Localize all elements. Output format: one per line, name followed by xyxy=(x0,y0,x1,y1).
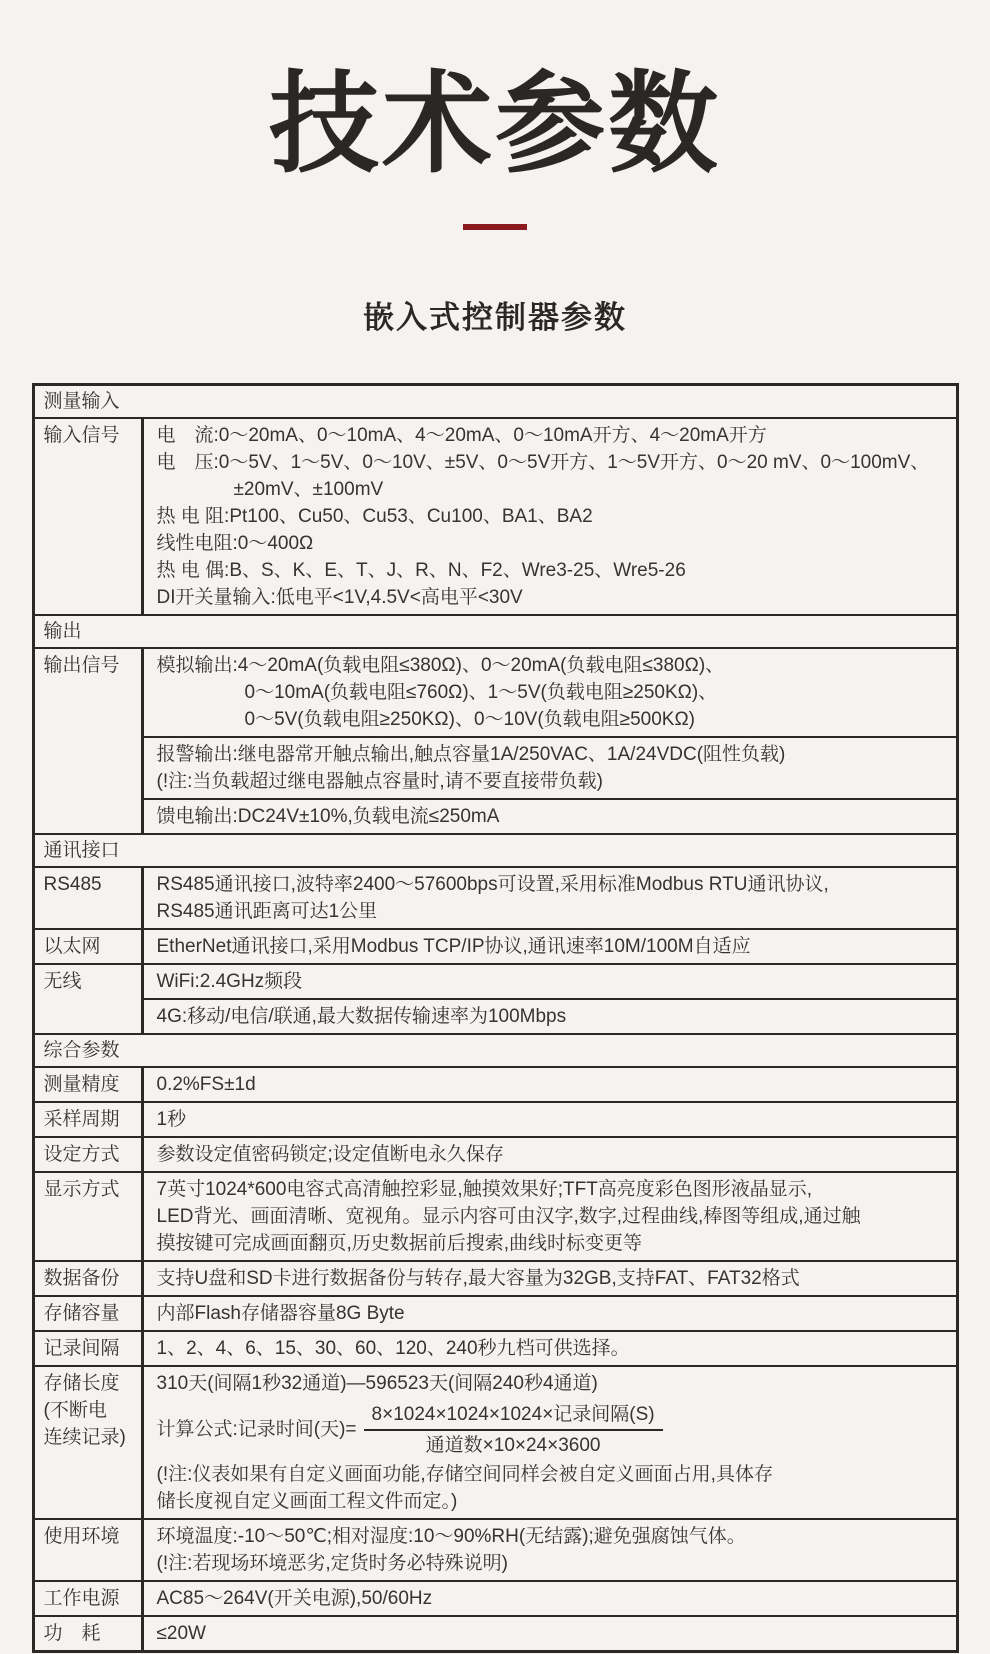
row-value xyxy=(144,1068,956,1101)
row-label: 功 耗 xyxy=(35,1617,144,1650)
row-label: RS485 xyxy=(35,868,144,928)
spec-row-consumption xyxy=(35,1615,956,1650)
spec-row-wireless xyxy=(35,963,956,1033)
section-title: 测量输入 xyxy=(43,390,120,412)
row-label: 输出信号 xyxy=(35,649,144,833)
value-line: 环境温度:-10～50℃;相对湿度:10～90%RH(无结露);避免强腐蚀气体。 xyxy=(156,1525,746,1547)
section-row-general xyxy=(35,1033,956,1066)
value-line: EtherNet通讯接口,采用Modbus TCP/IP协议,通讯速率10M/100M自适应 xyxy=(156,935,751,957)
value-line: 支持U盘和SD卡进行数据备份与转存,最大容量为32GB,支持FAT、FAT32格式 xyxy=(156,1267,800,1289)
value-line: DI开关量输入:低电平<1V,4.5V<高电平<30V xyxy=(156,586,523,608)
row-label: 以太网 xyxy=(35,930,144,963)
row-label: 数据备份 xyxy=(35,1262,144,1295)
spec-row-capacity xyxy=(35,1295,956,1330)
spec-table xyxy=(32,383,959,1653)
row-label: 无线 xyxy=(35,965,144,1033)
page-title: 技术参数 xyxy=(269,63,721,186)
row-label: 工作电源 xyxy=(35,1582,144,1615)
value-line: 内部Flash存储器容量8G Byte xyxy=(156,1302,405,1324)
row-label: 存储容量 xyxy=(35,1297,144,1330)
row-value xyxy=(144,1103,956,1136)
storage-formula xyxy=(157,1402,946,1458)
value-line: 摸按键可完成画面翻页,历史数据前后搜索,曲线时标变更等 xyxy=(156,1232,643,1254)
value-line: RS485通讯距离可达1公里 xyxy=(156,900,378,922)
row-value xyxy=(144,965,956,1033)
spec-row-power xyxy=(35,1580,956,1615)
spec-row-storage-length xyxy=(35,1365,956,1518)
row-label: 采样周期 xyxy=(35,1103,144,1136)
label-line: 连续记录) xyxy=(43,1426,126,1448)
value-line: 电 压:0～5V、1～5V、0～10V、±5V、0～5V开方、1～5V开方、0～20 mV、0～100mV、 xyxy=(156,451,930,473)
spec-row-output-signal xyxy=(35,647,956,833)
value-line: 线性电阻:0～400Ω xyxy=(156,532,314,554)
row-value xyxy=(144,419,956,614)
value-line: 0～10mA(负载电阻≤760Ω)、1～5V(负载电阻≥250KΩ)、 xyxy=(244,681,718,703)
value-line: 馈电输出:DC24V±10%,负载电流≤250mA xyxy=(156,805,500,827)
section-row-output xyxy=(35,614,956,647)
row-label: 显示方式 xyxy=(35,1173,144,1260)
analog-output-block xyxy=(144,649,956,736)
spec-row-backup xyxy=(35,1260,956,1295)
row-value xyxy=(144,1297,956,1330)
value-line: 7英寸1024*600电容式高清触控彩显,触摸效果好;TFT高亮度彩色图形液晶显示, xyxy=(156,1178,813,1200)
formula-fraction xyxy=(364,1402,663,1458)
section-title: 输出 xyxy=(43,620,82,642)
spec-row-setting xyxy=(35,1136,956,1171)
row-label: 设定方式 xyxy=(35,1138,144,1171)
value-line: 电 流:0～20mA、0～10mA、4～20mA、0～10mA开方、4～20mA开方 xyxy=(156,424,767,446)
row-value xyxy=(144,1262,956,1295)
section-title: 综合参数 xyxy=(43,1039,120,1061)
spec-row-display xyxy=(35,1171,956,1260)
row-value xyxy=(144,1617,956,1650)
section-subtitle: 嵌入式控制器参数 xyxy=(363,299,627,335)
formula-denominator: 通道数×10×24×3600 xyxy=(425,1434,601,1456)
value-line: 1秒 xyxy=(156,1108,187,1130)
row-value xyxy=(144,1367,956,1518)
spec-row-interval xyxy=(35,1330,956,1365)
value-line: ±20mV、±100mV xyxy=(233,478,384,500)
value-line: 4G:移动/电信/联通,最大数据传输速率为100Mbps xyxy=(156,1005,567,1027)
row-value xyxy=(144,1332,956,1365)
row-value xyxy=(144,1520,956,1580)
alarm-output-block xyxy=(144,736,956,798)
value-line: AC85～264V(开关电源),50/60Hz xyxy=(156,1587,433,1609)
row-value xyxy=(144,1173,956,1260)
spec-row-sampling xyxy=(35,1101,956,1136)
value-line: (!注:若现场环境恶劣,定货时务必特殊说明) xyxy=(156,1552,508,1574)
value-line: (!注:当负载超过继电器触点容量时,请不要直接带负载) xyxy=(156,770,603,792)
wifi-block xyxy=(144,965,956,998)
feed-output-block xyxy=(144,798,956,833)
value-line: 模拟输出:4～20mA(负载电阻≤380Ω)、0～20mA(负载电阻≤380Ω)、 xyxy=(156,654,725,676)
spec-row-rs485 xyxy=(35,866,956,928)
cellular-block xyxy=(144,998,956,1033)
formula-numerator: 8×1024×1024×1024×记录间隔(S) xyxy=(364,1402,663,1431)
row-label: 记录间隔 xyxy=(35,1332,144,1365)
title-divider xyxy=(463,224,527,230)
row-value xyxy=(144,1138,956,1171)
spec-row-ethernet xyxy=(35,928,956,963)
label-line: (不断电 xyxy=(43,1399,107,1421)
value-line: 储长度视自定义画面工程文件而定。) xyxy=(156,1490,458,1512)
value-line: 1、2、4、6、15、30、60、120、240秒九档可供选择。 xyxy=(156,1337,630,1359)
value-line: RS485通讯接口,波特率2400～57600bps可设置,采用标准Modbus RTU通讯协议, xyxy=(156,873,829,895)
value-line: ≤20W xyxy=(156,1622,206,1644)
value-line: (!注:仪表如果有自定义画面功能,存储空间同样会被自定义画面占用,具体存 xyxy=(156,1463,773,1485)
spec-row-environment xyxy=(35,1518,956,1580)
label-line: 存储长度 xyxy=(43,1372,120,1394)
row-label: 使用环境 xyxy=(35,1520,144,1580)
spec-row-input-signal xyxy=(35,417,956,614)
row-value xyxy=(144,868,956,928)
row-value xyxy=(144,1582,956,1615)
formula-prefix: 计算公式:记录时间(天)= xyxy=(156,1419,357,1441)
row-value xyxy=(144,930,956,963)
value-line: LED背光、画面清晰、宽视角。显示内容可由汉字,数字,过程曲线,棒图等组成,通过触 xyxy=(156,1205,861,1227)
row-label: 输入信号 xyxy=(35,419,144,614)
value-line: 参数设定值密码锁定;设定值断电永久保存 xyxy=(156,1143,504,1165)
value-line: 0～5V(负载电阻≥250KΩ)、0～10V(负载电阻≥500KΩ) xyxy=(244,708,695,730)
section-title: 通讯接口 xyxy=(43,839,120,861)
value-line: 热 电 偶:B、S、K、E、T、J、R、N、F2、Wre3-25、Wre5-26 xyxy=(156,559,686,581)
row-value xyxy=(144,649,956,833)
value-line: WiFi:2.4GHz频段 xyxy=(156,970,303,992)
row-label: 测量精度 xyxy=(35,1068,144,1101)
value-line: 0.2%FS±1d xyxy=(156,1073,256,1095)
value-line: 310天(间隔1秒32通道)—596523天(间隔240秒4通道) xyxy=(156,1372,598,1394)
section-row-measure-input xyxy=(35,386,956,417)
value-line: 报警输出:继电器常开触点输出,触点容量1A/250VAC、1A/24VDC(阻性负载) xyxy=(156,743,786,765)
spec-row-accuracy xyxy=(35,1066,956,1101)
section-row-comm xyxy=(35,833,956,866)
value-line: 热 电 阻:Pt100、Cu50、Cu53、Cu100、BA1、BA2 xyxy=(156,505,593,527)
row-label xyxy=(35,1367,144,1518)
